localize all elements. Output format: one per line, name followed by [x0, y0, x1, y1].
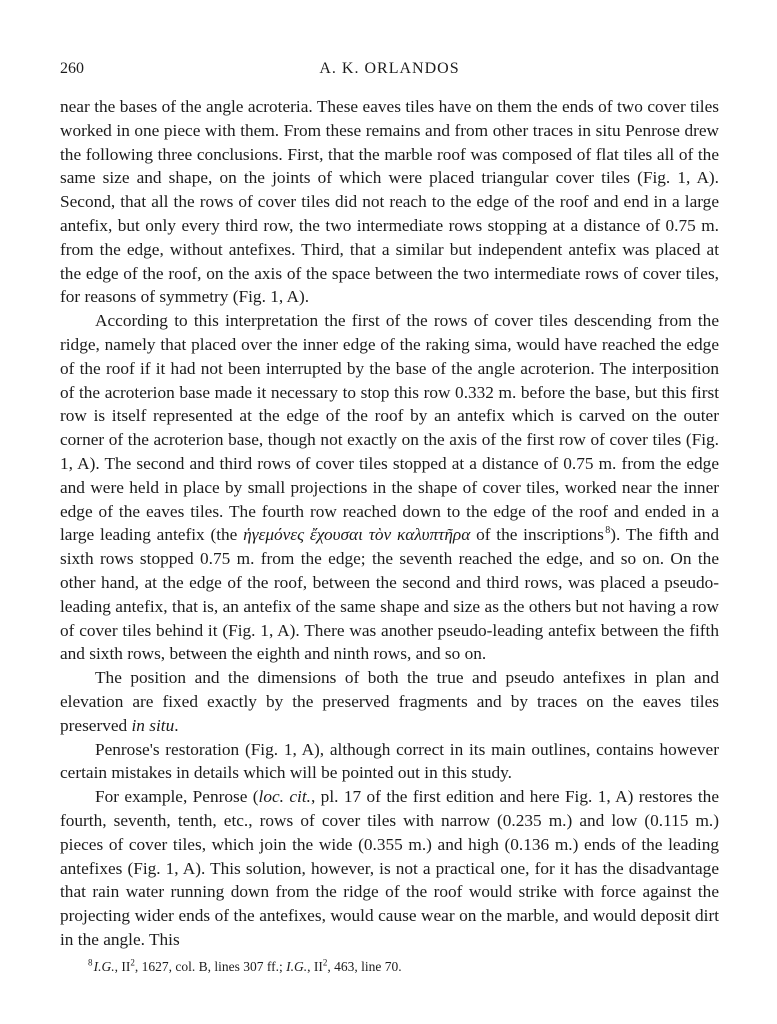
- running-head: A. K. ORLANDOS: [319, 60, 460, 77]
- paragraph-2: [60, 309, 719, 666]
- footnote-ref-1-rest: , II: [114, 959, 131, 974]
- paragraph-4: [60, 738, 719, 786]
- footnote-ref-2-sup: 2: [322, 957, 328, 968]
- paragraph-5: [60, 785, 719, 952]
- page-header: [60, 60, 719, 82]
- paragraph-2-text: According to this interpretation the first of the rows of cover tiles descending from the ridge, namely that placed over the inner edge of the raking sima, would have reached the edge of the roof if it had not been interrupted by the base of the angle acroterion. The interposition of the acroterion base made it necessary to stop this row 0.332 m. before the base, but this first row is itself represented at the edge of the roof by an antefix which is carved on the outer corner of the acroterion base, though not exactly on the axis of the first row of cover tiles (Fig. 1, A). The second and third rows of cover tiles stopped at a distance of 0.75 m. from the edge and were held in place by small projections in the shape of cover tiles, worked near the inner edge of the eaves tiles. The fourth row reached down to the edge of the roof and ended in a large leading antefix (the: [60, 311, 719, 545]
- paragraph-3-end: .: [174, 715, 179, 735]
- footnotes: [60, 958, 719, 976]
- footnote-ref-2: I.G.: [286, 959, 308, 974]
- paragraph-4-text: Penrose's restoration (Fig. 1, A), although correct in its main outlines, contains however certain mistakes in details which will be pointed out in this study.: [60, 739, 719, 783]
- footnote-mark: 8: [88, 957, 93, 968]
- footnote-ref-2-rest: , II: [307, 959, 323, 974]
- paragraph-2-text-cont: of the inscriptions: [476, 525, 604, 545]
- page-number: 260: [60, 60, 84, 77]
- citation-italic: loc. cit.: [258, 787, 311, 807]
- greek-phrase: ἡγεμόνες ἔχουσαι τὸν καλυπτῆρα: [243, 525, 471, 545]
- paragraph-1-text: near the bases of the angle acroteria. These eaves tiles have on them the ends of two cover tiles worked in one piece with them. From these remains and from other traces in situ Penrose drew the following three conclusions. First, that the marble roof was composed of flat tiles all of the same size and shape, on the joints of which were placed triangular cover tiles (Fig. 1, A). Second, that all the rows of cover tiles did not reach to the edge of the roof and end in a large antefix, but only every third row, the two intermediate rows stopping at a distance of 0.75 m. from the edge, without antefixes. Third, that a similar but independent antefix was placed at the edge of the roof, on the axis of the space between the two intermediate rows of cover tiles, for reasons of symmetry (Fig. 1, A).: [60, 97, 719, 307]
- footnote-ref-1-sup: 2: [130, 957, 135, 968]
- paragraph-3-text: The position and the dimensions of both the true and pseudo antefixes in plan and elevation are fixed exactly by the preserved fragments and by traces on the eaves tiles preserved: [60, 668, 719, 735]
- footnote-ref-1-tail: , 1627, col. B, lines 307 ff.;: [134, 959, 283, 974]
- footnote-8: [60, 958, 719, 976]
- body-text: [60, 95, 719, 952]
- italic-phrase: in situ: [131, 715, 175, 735]
- paragraph-2-text-end: ). The fifth and sixth rows stopped 0.75 m. from the edge; the seventh reached the edge, and so on. On the other hand, at the edge of the roof, between the second and third rows, was placed a pseudo-leading antefix, that is, an antefix of the same shape and size as the others but not having a row of cover tiles behind it (Fig. 1, A). There was another pseudo-leading antefix between the fifth and sixth rows, between the eighth and ninth rows, and so on.: [60, 525, 720, 664]
- paragraph-5-text: , pl. 17 of the first edition and here Fig. 1, A) restores the fourth, seventh, tenth, etc., rows of cover tiles with narrow (0.235 m.) and low (0.115 m.) pieces of cover tiles, which join the wide (0.355 m.) and high (0.136 m.) ends of the leading antefixes (Fig. 1, A). This solution, however, is not a practical one, for it has the disadvantage that rain water running down from the ridge of the roof would strike with force against the projecting wider ends of the antefixes, would cause wear on the marble, and would deposit dirt in the angle. This: [60, 787, 719, 949]
- paragraph-5-start: For example, Penrose (: [95, 787, 259, 807]
- footnote-reference[interactable]: 8: [605, 525, 611, 537]
- paragraph-3: [60, 666, 719, 737]
- paragraph-1: [60, 95, 719, 309]
- footnote-ref-2-tail: , 463, line 70.: [327, 959, 402, 974]
- footnote-ref-1: I.G.: [93, 959, 115, 974]
